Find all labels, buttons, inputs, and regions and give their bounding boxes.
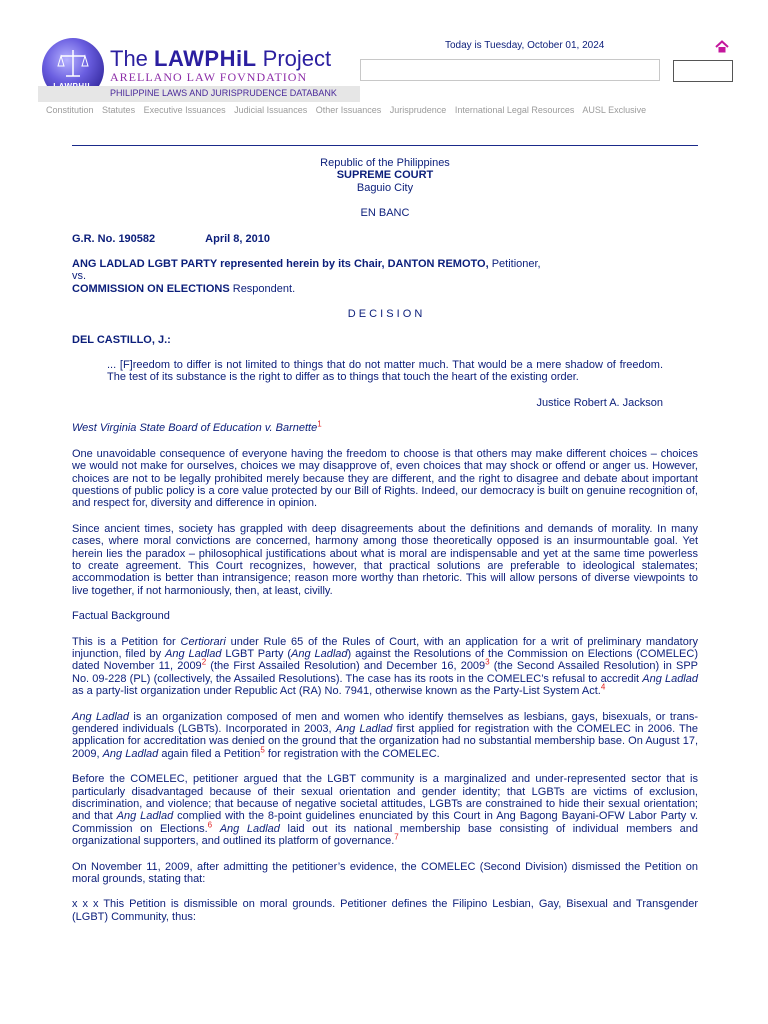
case-citation: West Virginia State Board of Education v. Barnette$^1$ [72,419,322,435]
footnote-link-3[interactable]: 3 [485,657,490,667]
paragraph-7: x x x This Petition is dismissible on moral grounds. Petitioner defines the Filipino Lesbian, Gay, Bisexual and Transgender (LGBT) Community, thus: [72,898,698,923]
footnote-link-5[interactable]: 5 [260,745,265,755]
header-divider [72,145,698,146]
petitioner-line: ANG LADLAD LGBT PARTY represented herein by its Chair, DANTON REMOTO, Petitioner, [72,258,541,271]
logo-title: The LAWPHiL Project [110,46,332,71]
footnote-link-4[interactable]: 4 [600,682,606,692]
nav-jurisprudence[interactable]: Jurisprudence [389,105,447,115]
epigraph-quote: ... [F]reedom to differ is not limited to things that do not matter much. That would be a mere shadow of freedom. The test of its substance is the right to differ as to things that touch the heart of the existing order. [107,359,663,384]
logo-tagline-bar: PHILIPPINE LAWS AND JURISPRUDENCE DATABANK [38,86,360,102]
paragraph-4: Ang Ladlad is an organization composed of men and women who identify themselves as lesbians, gays, bisexuals, or trans-gendered individuals (LGBTs). Incorporated in 2003, Ang Ladlad first applied for registration with the COMELEC in 2006. The application for accreditation was denied on the ground that the organization had no substantial membership base. On August 17, 2009, Ang Ladlad again filed a Petition$^5$ for registration with the COMELEC. [72,710,699,760]
decision-heading: D E C I S I O N [347,308,423,321]
footnote-link-2[interactable]: 2 [201,657,207,667]
search-input[interactable] [360,59,660,81]
court-name: SUPREME COURT [336,169,434,182]
versus: vs. [72,270,87,283]
paragraph-6: On November 11, 2009, after admitting the petitioner’s evidence, the COMELEC (Second Division) dismissed the Petition on moral grounds, stating that: [72,860,698,886]
court-city: Baguio City [356,181,414,194]
ponente: DEL CASTILLO, J.: [72,333,171,346]
case-number-line: G.R. No. 190582 April 8, 2010 [72,232,270,245]
footnote-link-1[interactable]: 1 [317,419,322,429]
site-header [0,0,768,125]
main-nav [46,105,652,115]
home-icon[interactable] [715,40,729,54]
nav-judicial-issuances[interactable]: Judicial Issuances [234,105,308,115]
footnote-link-6[interactable]: 6 [207,820,213,830]
nav-statutes[interactable]: Statutes [102,105,136,115]
logo-subtitle: ARELLANO LAW FOVNDATION [110,70,308,84]
respondent-line: COMMISSION ON ELECTIONS Respondent. [72,282,296,295]
paragraph-2: Since ancient times, society has grappled with deep disagreements about the definitions and demands of morality. In many cases, where moral convictions are concerned, harmony among those theoretically opposed is an insurmountable goal. Yet herein lies the paradox – philosophical justifications about what is moral are indispensable and yet at the same time powerless to create agreement. This Court recognizes, however, that practical solutions are preferable to ideological stalemates; accommodation is better than intransigence; reason more worthy than rhetoric. This will allow persons of diverse viewpoints to live together, if not harmoniously, then, at least, civilly. [72,522,698,597]
search-button[interactable] [673,60,733,82]
nav-other-issuances[interactable]: Other Issuances [315,105,382,115]
republic-line: Republic of the Philippines [320,157,450,169]
quote-author: Justice Robert A. Jackson [536,396,663,409]
footnote-link-7[interactable]: 7 [394,832,399,842]
factual-background-heading: Factual Background [72,610,170,623]
nav-constitution[interactable]: Constitution [46,105,94,115]
en-banc: EN BANC [360,207,410,220]
nav-ausl-exclusive[interactable]: AUSL Exclusive [582,105,647,115]
paragraph-5: Before the COMELEC, petitioner argued that the LGBT community is a marginalized and under-represented sector that is particularly disadvantaged because of their sexual orientation and gender identity; that LGBTs are victims of exclusion, discrimination, and violence; that because of negative societal attitudes, LGBTs are constrained to hide their sexual orientation; and that Ang Ladlad complied with the 8-point guidelines enunciated by this Court in Ang Bagong Bayani-OFW Labor Party v. Commission on Elections.$^6$ Ang Ladlad laid out its national membership base consisting of individual members and organizational supporters, and outlined its platform of governance.$^7$ [72,773,698,848]
nav-international-legal-resources[interactable]: International Legal Resources [454,105,575,115]
paragraph-1: One unavoidable consequence of everyone having the freedom to choose is that others may make different choices – choices we would not make for ourselves, choices we may disapprove of, even choices that may shock or offend or anger us. However, choices are not to be legally prohibited merely because they are different, and the right to disagree and debate about important questions of public policy is a core value protected by our Bill of Rights. Indeed, our democracy is built on genuine recognition of, and respect for, diversity and difference in opinion. [72,447,698,510]
nav-executive-issuances[interactable]: Executive Issuances [143,105,226,115]
lawphil-logo[interactable] [38,36,360,102]
decision-document [72,157,698,923]
today-date: Today is Tuesday, October 01, 2024 [445,40,605,51]
paragraph-3: This is a Petition for Certiorari under Rule 65 of the Rules of Court, with an application for a writ of preliminary mandatory injunction, filed by Ang Ladlad LGBT Party (Ang Ladlad) against the Resolutions of the Commission on Elections (COMELEC) dated November 11, 2009$^2$ (the First Assailed Resolution) and December 16, 2009$^3$ (the Second Assailed Resolution) in SPP No. 09-228 (PL) (collectively, the Assailed Resolutions). The case has its roots in the COMELEC’s refusal to accredit Ang Ladlad as a party-list organization under Republic Act (RA) No. 7941, otherwise known as the Party-List System Act.$^4$ [72,635,698,698]
